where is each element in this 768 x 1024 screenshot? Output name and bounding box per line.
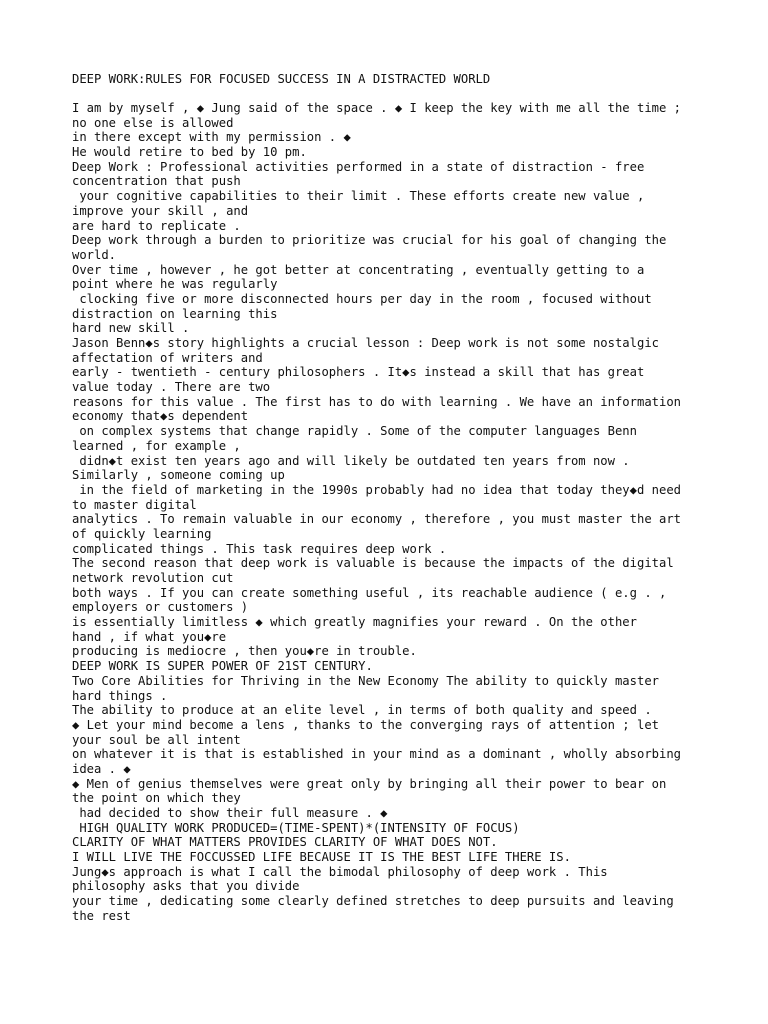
text-line: on whatever it is that is established in your mind as a dominant , wholly absorbing	[72, 747, 682, 762]
text-line: hand , if what you◆re	[72, 629, 227, 644]
document-body	[72, 101, 712, 924]
text-line: point where he was regularly	[72, 277, 278, 292]
text-line: ◆ Let your mind become a lens , thanks to the converging rays of attention ; let	[72, 717, 659, 732]
text-line: the point on which they	[72, 791, 241, 806]
text-line: is essentially limitless ◆ which greatly magnifies your reward . On the other	[72, 615, 637, 630]
text-line: Over time , however , he got better at concentrating , eventually getting to a	[72, 262, 645, 277]
text-line: in there except with my permission . ◆	[72, 130, 351, 145]
text-line: He would retire to bed by 10 pm.	[72, 145, 307, 160]
text-line: distraction on learning this	[72, 306, 278, 321]
document-title: DEEP WORK:RULES FOR FOCUSED SUCCESS IN A DISTRACTED WORLD	[72, 72, 491, 86]
text-line: had decided to show their full measure . ◆	[72, 806, 388, 820]
text-line: The ability to produce at an elite level , in terms of both quality and speed .	[72, 703, 652, 718]
text-line: idea . ◆	[72, 761, 131, 776]
text-line: no one else is allowed	[72, 115, 234, 130]
text-line: value today . There are two	[72, 380, 271, 395]
text-line: hard new skill .	[72, 321, 190, 336]
text-line: CLARITY OF WHAT MATTERS PROVIDES CLARITY OF WHAT DOES NOT.	[72, 835, 498, 850]
text-line: Two Core Abilities for Thriving in the New Economy The ability to quickly master	[72, 673, 659, 688]
text-line: Similarly , someone coming up	[72, 468, 285, 483]
text-line: producing is mediocre , then you◆re in trouble.	[72, 644, 417, 659]
text-line: your time , dedicating some clearly defined stretches to deep pursuits and leaving	[72, 894, 674, 909]
text-line: Jung◆s approach is what I call the bimodal philosophy of deep work . This	[72, 864, 608, 879]
text-line: analytics . To remain valuable in our economy , therefore , you must master the art	[72, 512, 682, 527]
text-line: improve your skill , and	[72, 203, 249, 218]
text-line: early - twentieth - century philosophers . It◆s instead a skill that has great	[72, 365, 645, 380]
text-line: DEEP WORK IS SUPER POWER OF 21ST CENTURY.	[72, 659, 373, 674]
text-line: philosophy asks that you divide	[72, 879, 300, 894]
text-line: complicated things . This task requires deep work .	[72, 541, 447, 556]
text-line: hard things .	[72, 688, 168, 703]
text-line: affectation of writers and	[72, 350, 263, 365]
text-line: I WILL LIVE THE FOCCUSSED LIFE BECAUSE IT IS THE BEST LIFE THERE IS.	[72, 850, 571, 865]
text-line: your soul be all intent	[72, 732, 241, 747]
text-line: Deep work through a burden to prioritize was crucial for his goal of changing the	[72, 233, 667, 248]
text-line: in the field of marketing in the 1990s probably had no idea that today they◆d need	[72, 482, 682, 497]
text-line: HIGH QUALITY WORK PRODUCED=(TIME-SPENT)*(INTENSITY OF FOCUS)	[72, 820, 520, 835]
text-line: The second reason that deep work is valuable is because the impacts of the digital	[72, 556, 674, 571]
text-line: ◆ Men of genius themselves were great only by bringing all their power to bear on	[72, 776, 667, 791]
text-line: network revolution cut	[72, 571, 234, 585]
text-line: employers or customers )	[72, 600, 249, 615]
text-line: economy that◆s dependent	[72, 409, 249, 424]
text-line: Deep Work : Professional activities performed in a state of distraction - free	[72, 159, 645, 174]
text-line: clocking five or more disconnected hours per day in the room , focused without	[72, 291, 652, 306]
text-line: I am by myself , ◆ Jung said of the space . ◆ I keep the key with me all the time ;	[72, 101, 682, 115]
text-line: the rest	[72, 908, 131, 923]
text-line: Jason Benn◆s story highlights a crucial lesson : Deep work is not some nostalgic	[72, 336, 659, 350]
text-line: both ways . If you can create something useful , its reachable audience ( e.g . ,	[72, 585, 667, 600]
text-line: are hard to replicate .	[72, 218, 241, 233]
text-line: of quickly learning	[72, 526, 212, 541]
text-line: to master digital	[72, 497, 197, 512]
text-line: world.	[72, 247, 117, 262]
text-line: reasons for this value . The first has to do with learning . We have an information	[72, 394, 682, 409]
text-line: on complex systems that change rapidly . Some of the computer languages Benn	[72, 424, 637, 439]
text-line: concentration that push	[72, 174, 241, 189]
text-line: didn◆t exist ten years ago and will likely be outdated ten years from now .	[72, 453, 630, 468]
text-line: learned , for example ,	[72, 438, 241, 453]
text-line: your cognitive capabilities to their limit . These efforts create new value ,	[72, 189, 645, 204]
